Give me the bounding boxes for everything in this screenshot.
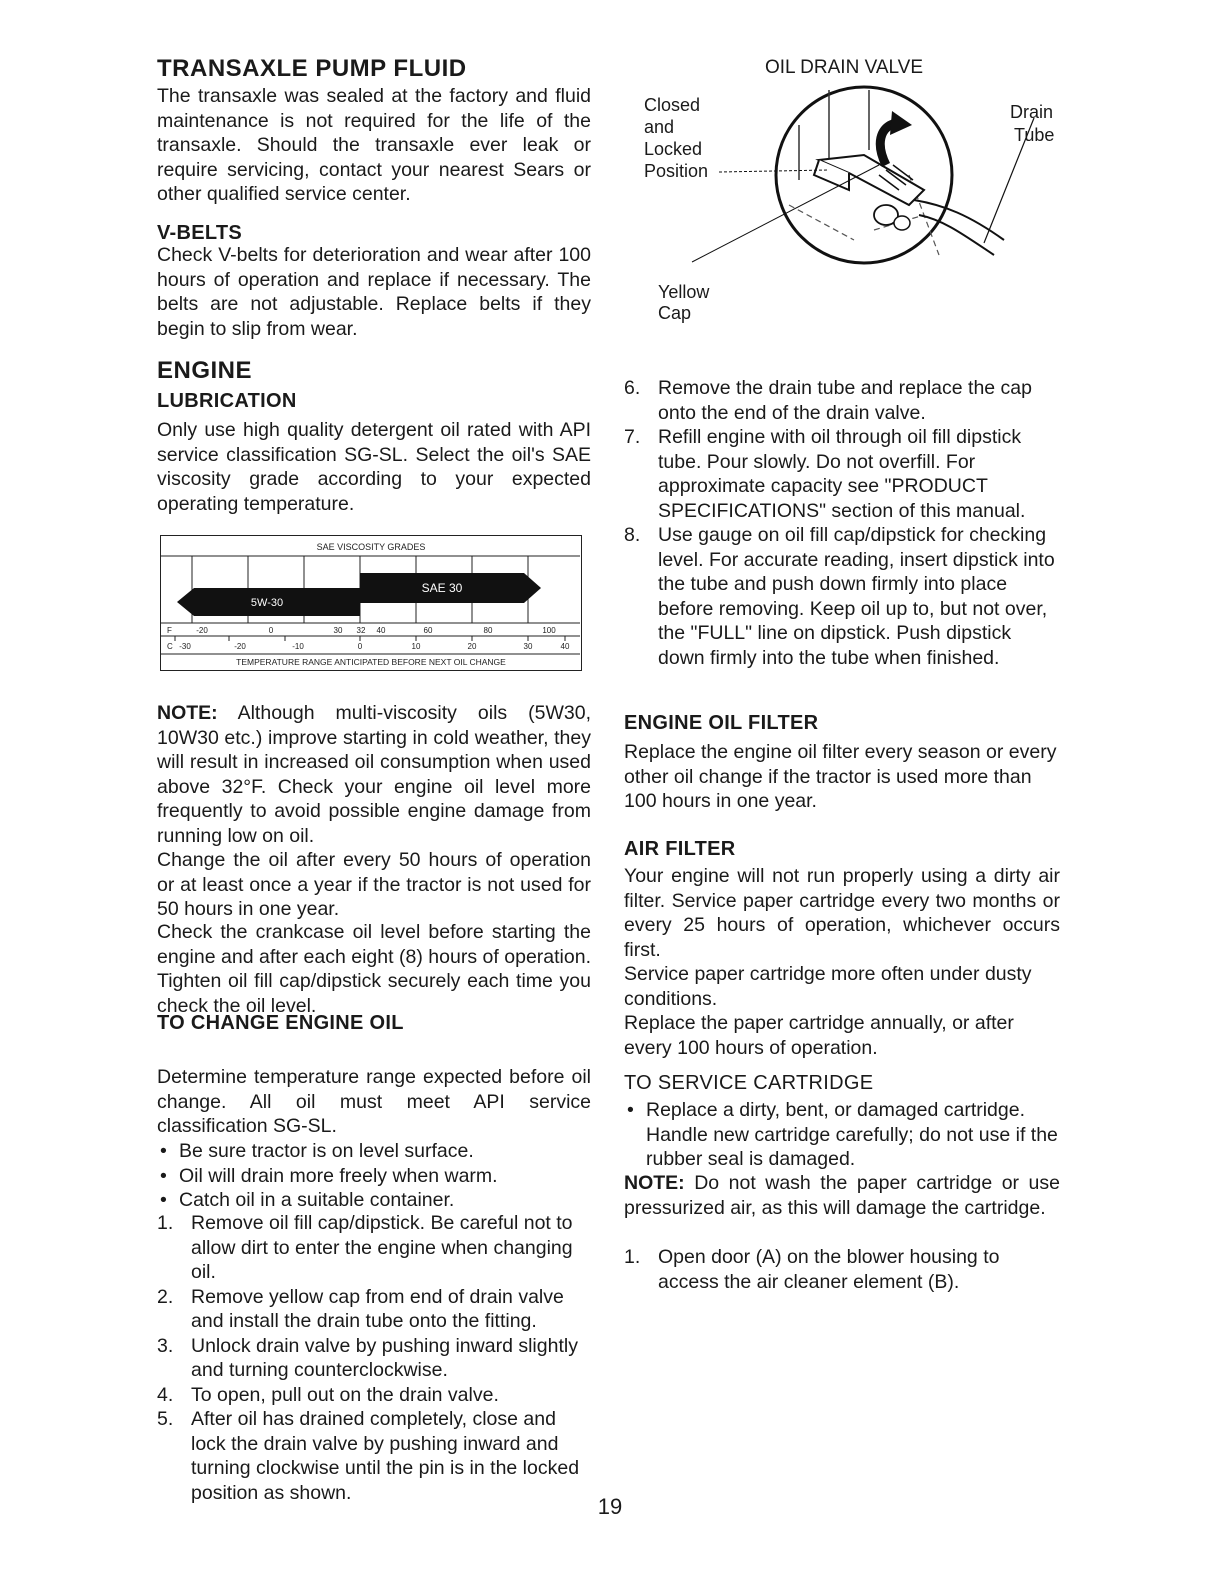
list-item — [157, 1407, 591, 1505]
engine-title: ENGINE — [157, 357, 253, 384]
bullet-dot: • — [627, 1099, 634, 1121]
f-tick: 32 — [356, 626, 366, 635]
bullet-dot: • — [160, 1140, 167, 1162]
c-tick: -10 — [292, 642, 304, 651]
list-item — [624, 1245, 1060, 1294]
f-tick: 100 — [542, 626, 556, 635]
f-tick: -20 — [196, 626, 208, 635]
lubrication-body: Only use high quality detergent oil rated with API service classification SG-SL. Select the oil's SAE viscosity grade according to your expected operating temperature. — [157, 419, 591, 515]
vbelts-body: Check V-belts for deterioration and wear after 100 hours of operation and replace if necessary. The belts are not adjustable. Replace belts if they begin to slip from wear. — [157, 244, 591, 340]
viscosity-chart-svg — [161, 536, 580, 669]
sae-viscosity-chart — [160, 535, 582, 671]
list-item — [157, 1383, 591, 1408]
oil-filter-body: Replace the engine oil filter every season or every other oil change if the tractor is used more than 100 hours in one year. — [624, 741, 1057, 812]
oil-filter-title: ENGINE OIL FILTER — [624, 712, 819, 734]
label-locked: Locked — [644, 139, 703, 159]
bullet-text: Oil will drain more freely when warm. — [179, 1164, 498, 1187]
f-tick: 60 — [423, 626, 433, 635]
step-text: Remove oil fill cap/dipstick. Be careful not to allow dirt to enter the engine when changing oil. — [191, 1212, 573, 1283]
bullet-text: Be sure tractor is on level surface. — [179, 1140, 474, 1162]
oil-drain-valve-figure — [624, 55, 1064, 323]
vbelts-title: V-BELTS — [157, 222, 243, 244]
transaxle-body: The transaxle was sealed at the factory and fluid maintenance is not required for the life of the transaxle. Should the transaxle ever leak or require servicing, contact your nearest Sears or other qualified service center. — [157, 85, 591, 205]
list-item — [157, 1188, 591, 1213]
c-tick: 10 — [411, 642, 421, 651]
step-text: To open, pull out on the drain valve. — [191, 1383, 499, 1406]
label-drain: Drain — [1010, 102, 1054, 122]
chart-footer: TEMPERATURE RANGE ANTICIPATED BEFORE NEXT OIL CHANGE — [236, 657, 506, 667]
c-tick: -30 — [179, 642, 191, 651]
service-cartridge-bullets — [624, 1098, 1060, 1172]
service-note-text: Do not wash the paper cartridge or use pressurized air, as this will damage the cartridge. — [624, 1172, 1060, 1219]
chart-title: SAE VISCOSITY GRADES — [316, 542, 426, 552]
f-tick: 30 — [333, 626, 343, 635]
step-text: Remove yellow cap from end of drain valve and install the drain tube onto the fitting. — [191, 1285, 564, 1332]
step-text: Remove the drain tube and replace the cap onto the end of the drain valve. — [658, 377, 1032, 424]
note-para3: Check the crankcase oil level before starting the engine and after each eight (8) hours of operation. Tighten oil fill cap/dipstick securely each time you check the oil level. — [157, 921, 591, 1017]
bar-sae30-label: SAE 30 — [421, 581, 463, 595]
step-number: 5. — [157, 1408, 174, 1430]
list-item — [157, 1211, 591, 1285]
list-item — [157, 1164, 591, 1189]
note-lead: NOTE: — [157, 702, 218, 724]
valve-figure-title: OIL DRAIN VALVE — [764, 57, 924, 78]
arrow-head — [890, 111, 912, 135]
step-number: 3. — [157, 1334, 174, 1357]
change-oil-intro: Determine temperature range expected before oil change. All oil must meet API service classification SG-SL. — [157, 1066, 591, 1137]
label-position: Position — [644, 161, 709, 181]
list-item — [624, 425, 1060, 523]
change-oil-title: TO CHANGE ENGINE OIL — [157, 1012, 404, 1034]
air-filter-title: AIR FILTER — [624, 838, 736, 860]
c-tick: -20 — [234, 642, 246, 651]
step-text: Unlock drain valve by pushing inward slightly and turning counterclockwise. — [191, 1334, 578, 1381]
f-axis-label: F — [167, 626, 172, 635]
air-filter-body: Your engine will not run properly using a dirty air filter. Service paper cartridge every two months or every 25 hours of operation, whichever occurs first. — [624, 865, 1060, 961]
cap-tab — [894, 216, 910, 230]
service-cartridge-title: TO SERVICE CARTRIDGE — [624, 1072, 874, 1094]
note-text: Although multi-viscosity oils (5W30, 10W30 etc.) improve starting in cold weather, they will result in increased oil consumption when used above 32°F. Check your engine oil level more frequently to avoid possible engine damage from running low on oil. — [157, 702, 591, 847]
note-paragraph — [157, 701, 591, 848]
service-note-lead: NOTE: — [624, 1172, 685, 1194]
list-item — [157, 1139, 591, 1164]
bullet-text: Catch oil in a suitable container. — [179, 1189, 455, 1211]
label-closed: Closed — [644, 95, 701, 115]
list-item — [624, 376, 1060, 425]
step-number: 2. — [157, 1285, 174, 1308]
bar-5w30-label: 5W-30 — [250, 597, 284, 609]
step-number: 1. — [624, 1246, 641, 1268]
f-tick: 0 — [268, 626, 274, 635]
f-tick: 80 — [483, 626, 493, 635]
bullet-dot: • — [160, 1164, 167, 1187]
step-number: 6. — [624, 377, 641, 399]
change-oil-steps-left — [157, 1211, 591, 1505]
f-tick: 40 — [376, 626, 386, 635]
step-number: 7. — [624, 426, 641, 448]
list-item — [624, 523, 1060, 670]
list-item — [624, 1098, 1060, 1172]
list-item — [157, 1285, 591, 1334]
list-item — [157, 1334, 591, 1383]
bullet-text: Replace a dirty, bent, or damaged cartridge. Handle new cartridge carefully; do not use if the rubber seal is damaged. — [646, 1099, 1058, 1170]
closed-leader-line — [719, 170, 829, 172]
step-text: After oil has drained completely, close and lock the drain valve by pushing inward and turning clockwise until the pin is in the locked position as shown. — [191, 1408, 580, 1504]
service-cartridge-steps — [624, 1245, 1060, 1294]
yellow-cap-leader — [692, 165, 879, 262]
label-tube: Tube — [1014, 125, 1055, 145]
lubrication-title: LUBRICATION — [157, 390, 297, 412]
change-oil-bullets — [157, 1139, 591, 1213]
label-cap: Cap — [658, 303, 692, 323]
service-note — [624, 1171, 1060, 1220]
valve-illustration — [624, 55, 1064, 323]
label-and: and — [644, 117, 675, 137]
page-number: 19 — [597, 1494, 623, 1519]
c-axis-label: C — [167, 642, 173, 651]
air-filter-para2: Service paper cartridge more often under dusty conditions. — [624, 963, 1032, 1010]
air-filter-para3: Replace the paper cartridge annually, or after every 100 hours of operation. — [624, 1012, 1014, 1059]
step-text: Refill engine with oil through oil fill dipstick tube. Pour slowly. Do not overfill. For approximate capacity see "PRODUCT SPECIFICATIONS" section of this manual. — [658, 426, 1026, 522]
step-text: Use gauge on oil fill cap/dipstick for checking level. For accurate reading, insert dipstick into the tube and push down firmly into place before removing. Keep oil up to, but not over, the "FULL" line on dipstick. Push dipstick down firmly into the tube when finished. — [658, 524, 1055, 669]
c-tick: 0 — [357, 642, 363, 651]
c-ticks-marks — [175, 636, 565, 641]
bullet-dot: • — [160, 1189, 167, 1211]
c-tick: 20 — [467, 642, 477, 651]
transaxle-title: TRANSAXLE PUMP FLUID — [157, 55, 467, 82]
step-number: 8. — [624, 524, 641, 546]
change-oil-steps-right — [624, 376, 1060, 670]
step-number: 4. — [157, 1383, 174, 1406]
c-tick: 30 — [523, 642, 533, 651]
label-yellow: Yellow — [658, 282, 710, 302]
step-text: Open door (A) on the blower housing to access the air cleaner element (B). — [658, 1246, 1000, 1293]
step-number: 1. — [157, 1212, 174, 1234]
note-para2: Change the oil after every 50 hours of operation or at least once a year if the tractor is not used for 50 hours in one year. — [157, 849, 591, 920]
c-tick: 40 — [560, 642, 570, 651]
